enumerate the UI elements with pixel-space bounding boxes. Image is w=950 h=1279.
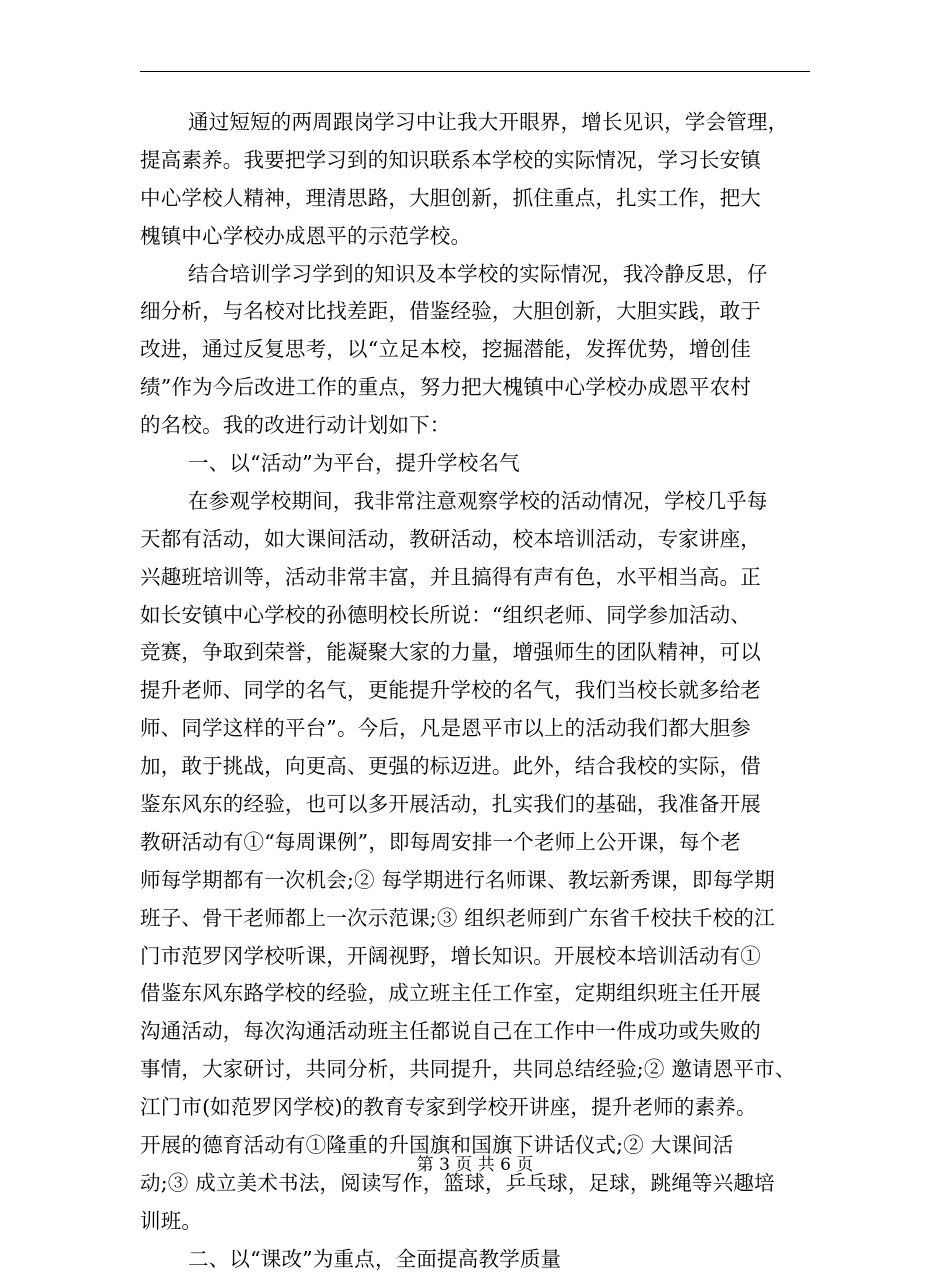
text-line: 一、以“活动”为平台，提升学校名气 (188, 451, 520, 476)
text-line: 如长安镇中心学校的孙德明校长所说：“组织老师、同学参加活动、 (140, 602, 751, 627)
text-line: 竞赛，争取到荣誉，能凝聚大家的力量，增强师生的团队精神，可以 (140, 640, 761, 665)
text-line: 兴趣班培训等，活动非常丰富，并且搞得有声有色，水平相当高。正 (140, 564, 761, 589)
text-line: 的名校。我的改进行动计划如下： (140, 413, 451, 438)
text-line: 加，敢于挑战，向更高、更强的标迈进。此外，结合我校的实际，借 (140, 754, 761, 779)
text-line: 槐镇中心学校办成恩平的示范学校。 (140, 223, 472, 248)
document-body (140, 104, 820, 1279)
text-line: 师每学期都有一次机会;② 每学期进行名师课、教坛新秀课，即每学期 (140, 867, 775, 892)
text-line: 在参观学校期间，我非常注意观察学校的活动情况，学校几乎每 (188, 488, 768, 513)
page-number-footer: 第 3 页 共 6 页 (416, 1155, 534, 1175)
text-line: 中心学校人精神，理清思路，大胆创新，抓住重点，扎实工作，把大 (140, 185, 761, 210)
text-line: 班子、骨干老师都上一次示范课;③ 组织老师到广东省千校扶千校的江 (140, 905, 775, 930)
text-line: 开展的德育活动有①隆重的升国旗和国旗下讲话仪式;② 大课间活 (140, 1133, 734, 1158)
text-line: 绩”作为今后改进工作的重点，努力把大槐镇中心学校办成恩平农村 (140, 375, 751, 400)
text-line: 师、同学这样的平台”。今后，凡是恩平市以上的活动我们都大胆参 (140, 716, 751, 741)
text-line: 借鉴东风东路学校的经验，成立班主任工作室，定期组织班主任开展 (140, 981, 761, 1006)
text-line: 改进，通过反复思考，以“立足本校，挖掘潜能，发挥优势，增创佳 (140, 337, 751, 362)
text-line: 通过短短的两周跟岗学习中让我大开眼界，增长见识，学会管理， (188, 110, 789, 134)
text-line: 教研活动有①“每周课例”，即每周安排一个老师上公开课，每个老 (140, 829, 741, 854)
header-rule (140, 71, 810, 72)
text-line: 提升老师、同学的名气，更能提升学校的名气，我们当校长就多给老 (140, 678, 761, 703)
text-line: 江门市(如范罗冈学校)的教育专家到学校开讲座，提升老师的素养。 (140, 1095, 757, 1120)
text-line: 细分析，与名校对比找差距，借鉴经验，大胆创新，大胆实践，敢于 (140, 299, 761, 324)
text-line: 门市范罗冈学校听课，开阔视野，增长知识。开展校本培训活动有① (140, 943, 761, 968)
text-line: 提高素养。我要把学习到的知识联系本学校的实际情况，学习长安镇 (140, 147, 761, 172)
text-line: 动;③ 成立美术书法，阅读写作，篮球，乒乓球，足球，跳绳等兴趣培 (140, 1170, 775, 1195)
text-line: 结合培训学习学到的知识及本学校的实际情况，我冷静反思，仔 (188, 261, 768, 286)
text-line: 事情，大家研讨，共同分析，共同提升，共同总结经验;② 邀请恩平市、 (140, 1057, 796, 1082)
text-line: 鉴东风东的经验，也可以多开展活动，扎实我们的基础，我准备开展 (140, 792, 761, 817)
text-line: 天都有活动，如大课间活动，教研活动，校本培训活动，专家讲座， (140, 526, 761, 551)
text-line: 二、以“课改”为重点，全面提高教学质量 (188, 1246, 562, 1271)
text-line: 训班。 (140, 1208, 203, 1233)
text-line: 沟通活动，每次沟通活动班主任都说自己在工作中一件成功或失败的 (140, 1019, 761, 1044)
